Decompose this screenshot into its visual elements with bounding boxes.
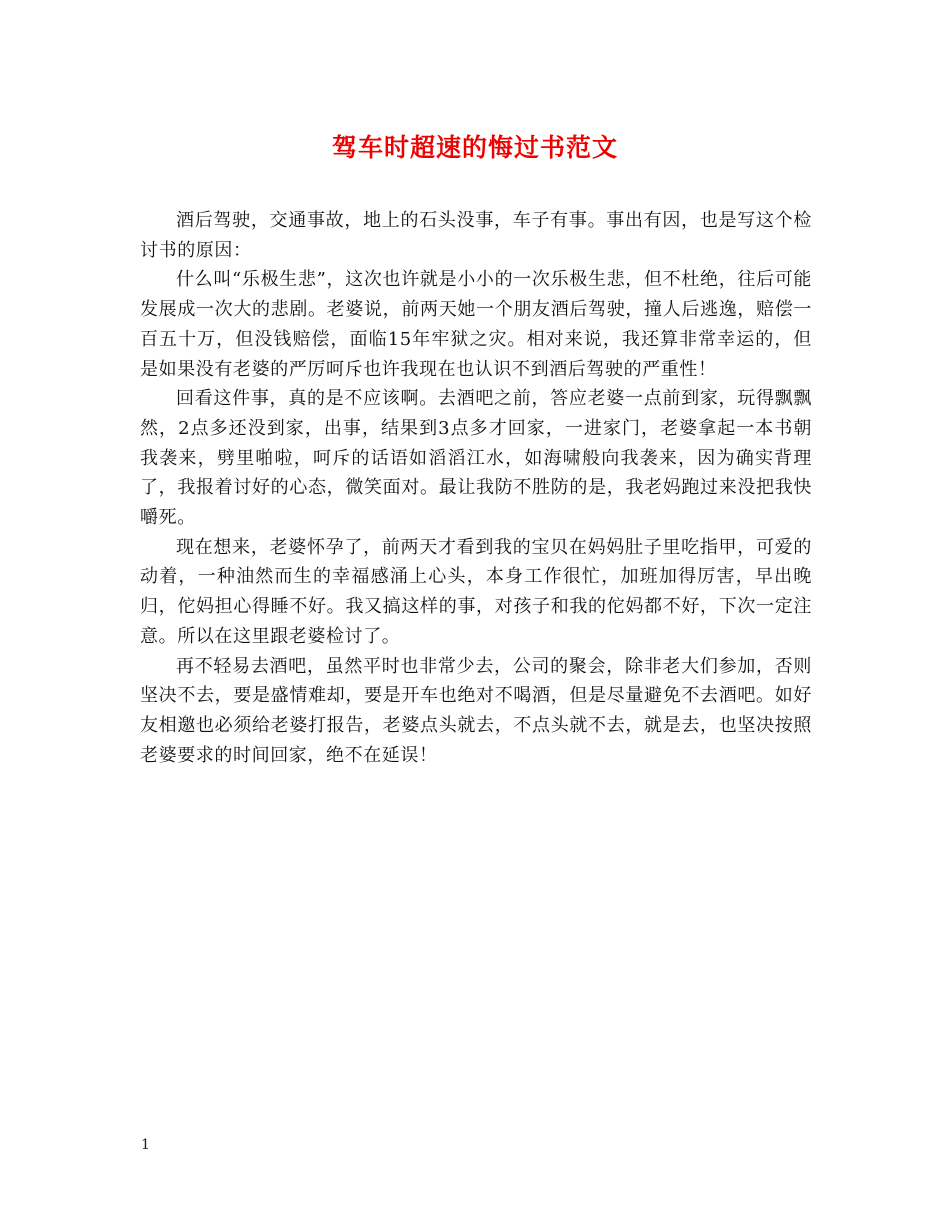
paragraph-1: 酒后驾驶，交通事故，地上的石头没事，车子有事。事出有因，也是写这个检讨书的原因： bbox=[140, 210, 812, 261]
document-title: 驾车时超速的悔过书范文 bbox=[331, 133, 618, 162]
paragraph-4: 现在想来，老婆怀孕了，前两天才看到我的宝贝在妈妈肚子里吃指甲，可爱的动着，一种油然而生的幸福感涌上心头，本身工作很忙，加班加得厉害，早出晚归，佗妈担心得睡不好。我又搞这样的事，对孩子和我的佗妈都不好，下次一定注意。所以在这里跟老婆检讨了。 bbox=[140, 536, 812, 647]
page-number: 1 bbox=[141, 1137, 150, 1153]
paragraph-5: 再不轻易去酒吧，虽然平时也非常少去，公司的聚会，除非老大们参加，否则坚决不去，要是盛情难却，要是开车也绝对不喝酒，但是尽量避免不去酒吧。如好友相邀也必须给老婆打报告，老婆点头就去，不点头就不去，就是去，也坚决按照老婆要求的时间回家，绝不在延误！ bbox=[140, 655, 812, 766]
paragraph-3: 回看这件事，真的是不应该啊。去酒吧之前，答应老婆一点前到家，玩得飘飘然，2点多还没到家，出事，结果到3点多才回家，一进家门，老婆拿起一本书朝我袭来，劈里啪啦，呵斥的话语如滔滔江水，如海啸般向我袭来，因为确实背理了，我报着讨好的心态，微笑面对。最让我防不胜防的是，我老妈跑过来没把我快嚼死。 bbox=[140, 388, 812, 529]
document-body bbox=[140, 206, 812, 770]
paragraph-2: 什么叫“乐极生悲”，这次也许就是小小的一次乐极生悲，但不杜绝，往后可能发展成一次大的悲剧。老婆说，前两天她一个朋友酒后驾驶，撞人后逃逸，赔偿一百五十万，但没钱赔偿，面临15年牢狱之灾。相对来说，我还算非常幸运的，但是如果没有老婆的严厉呵斥也许我现在也认识不到酒后驾驶的严重性！ bbox=[140, 269, 812, 380]
